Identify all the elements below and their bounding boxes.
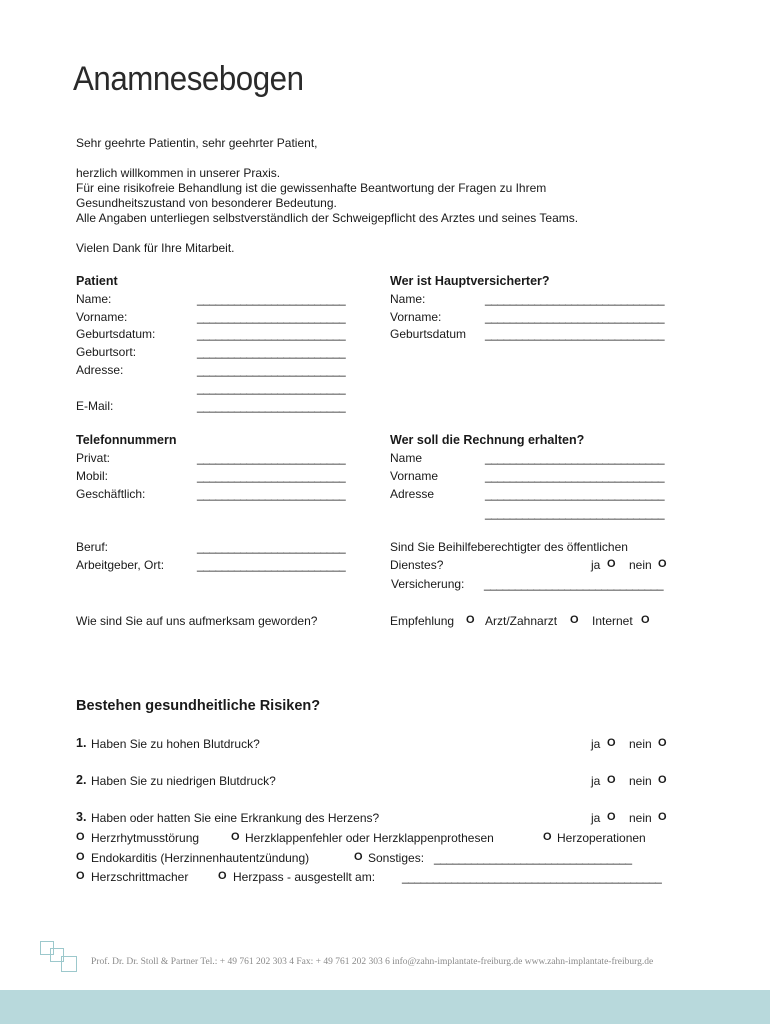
q2-no-radio[interactable]: O xyxy=(658,774,667,786)
patient-adresse-label: Adresse: xyxy=(76,363,124,377)
patient-geburtsort-field[interactable]: ________________________ xyxy=(197,345,346,359)
insured-vorname-field[interactable]: _____________________________ xyxy=(485,310,665,324)
patient-vorname-label: Vorname: xyxy=(76,310,128,324)
referral-arzt-label: Arzt/Zahnarzt xyxy=(485,614,558,628)
herzrhytmus-label: Herzrhytmusstörung xyxy=(91,831,200,845)
referral-internet-radio[interactable]: O xyxy=(641,614,650,626)
referral-question: Wie sind Sie auf uns aufmerksam geworden? xyxy=(76,614,318,628)
phone-geschaeftlich-label: Geschäftlich: xyxy=(76,487,146,501)
referral-internet-label: Internet xyxy=(592,614,633,628)
herzpass-radio[interactable]: O xyxy=(218,870,227,882)
phone-mobil-label: Mobil: xyxy=(76,469,109,483)
sonstiges-field[interactable]: ________________________________ xyxy=(434,851,632,865)
insured-name-label: Name: xyxy=(390,292,426,306)
sonstiges-label: Sonstiges: xyxy=(368,851,425,865)
versicherung-label: Versicherung: xyxy=(391,577,465,591)
patient-geburtsdatum-field[interactable]: ________________________ xyxy=(197,327,346,341)
insured-geburtsdatum-label: Geburtsdatum xyxy=(390,327,467,341)
billing-adresse-field[interactable]: _____________________________ xyxy=(485,487,665,501)
patient-email-label: E-Mail: xyxy=(76,399,114,413)
beruf-field[interactable]: ________________________ xyxy=(197,540,346,554)
beihilfe-question-1: Sind Sie Beihilfeberechtigter des öffentlichen xyxy=(390,540,628,554)
q2-no-label: nein xyxy=(629,774,652,788)
q1-no-label: nein xyxy=(629,737,652,751)
beihilfe-yes-radio[interactable]: O xyxy=(607,558,616,570)
billing-heading: Wer soll die Rechnung erhalten? xyxy=(390,433,585,447)
intro-line-2: Für eine risikofreie Behandlung ist die gewissenhafte Beantwortung der Fragen zu Ihrem xyxy=(76,181,547,195)
referral-arzt-radio[interactable]: O xyxy=(570,614,579,626)
patient-heading: Patient xyxy=(76,274,118,288)
beihilfe-no-label: nein xyxy=(629,558,652,572)
patient-email-field[interactable]: ________________________ xyxy=(197,399,346,413)
sonstiges-radio[interactable]: O xyxy=(354,851,363,863)
beihilfe-question-2: Dienstes? xyxy=(390,558,444,572)
arbeitgeber-label: Arbeitgeber, Ort: xyxy=(76,558,165,572)
referral-empfehlung-label: Empfehlung xyxy=(390,614,455,628)
bottom-accent-bar xyxy=(0,990,770,1024)
arbeitgeber-field[interactable]: ________________________ xyxy=(197,558,346,572)
beihilfe-yes-label: ja xyxy=(591,558,601,572)
phone-mobil-field[interactable]: ________________________ xyxy=(197,469,346,483)
risks-heading: Bestehen gesundheitliche Risiken? xyxy=(76,698,321,714)
q3-no-label: nein xyxy=(629,811,652,825)
page-title: Anamnesebogen xyxy=(73,60,304,98)
endokarditis-label: Endokarditis (Herzinnenhautentzündung) xyxy=(91,851,310,865)
q3-yes-radio[interactable]: O xyxy=(607,811,616,823)
q2-text: Haben Sie zu niedrigen Blutdruck? xyxy=(91,774,276,788)
intro-line-1: herzlich willkommen in unserer Praxis. xyxy=(76,166,281,180)
q2-yes-label: ja xyxy=(591,774,601,788)
insured-vorname-label: Vorname: xyxy=(390,310,442,324)
q1-yes-radio[interactable]: O xyxy=(607,737,616,749)
q3-number: 3. xyxy=(76,810,87,824)
patient-geburtsort-label: Geburtsort: xyxy=(76,345,137,359)
phone-privat-label: Privat: xyxy=(76,451,111,465)
billing-name-label: Name xyxy=(390,451,423,465)
patient-vorname-field[interactable]: ________________________ xyxy=(197,310,346,324)
herzrhytmus-radio[interactable]: O xyxy=(76,831,85,843)
herzschrittmacher-radio[interactable]: O xyxy=(76,870,85,882)
billing-name-field[interactable]: _____________________________ xyxy=(485,451,665,465)
patient-name-field[interactable]: ________________________ xyxy=(197,292,346,306)
insured-name-field[interactable]: _____________________________ xyxy=(485,292,665,306)
patient-geburtsdatum-label: Geburtsdatum: xyxy=(76,327,156,341)
phone-heading: Telefonnummern xyxy=(76,433,177,447)
beruf-label: Beruf: xyxy=(76,540,109,554)
q2-number: 2. xyxy=(76,773,87,787)
referral-empfehlung-radio[interactable]: O xyxy=(466,614,475,626)
intro-line-3: Gesundheitszustand von besonderer Bedeutung. xyxy=(76,196,337,210)
endokarditis-radio[interactable]: O xyxy=(76,851,85,863)
q3-yes-label: ja xyxy=(591,811,601,825)
herzpass-label: Herzpass - ausgestellt am: xyxy=(233,870,376,884)
versicherung-field[interactable]: _____________________________ xyxy=(484,577,664,591)
q1-number: 1. xyxy=(76,736,87,750)
phone-geschaeftlich-field[interactable]: ________________________ xyxy=(197,487,346,501)
q3-text: Haben oder hatten Sie eine Erkrankung des Herzens? xyxy=(91,811,380,825)
q3-no-radio[interactable]: O xyxy=(658,811,667,823)
q1-no-radio[interactable]: O xyxy=(658,737,667,749)
phone-privat-field[interactable]: ________________________ xyxy=(197,451,346,465)
q1-yes-label: ja xyxy=(591,737,601,751)
beihilfe-no-radio[interactable]: O xyxy=(658,558,667,570)
herzpass-date-field[interactable]: __________________________________________ xyxy=(402,870,662,884)
thanks: Vielen Dank für Ihre Mitarbeit. xyxy=(76,241,235,255)
herzoperationen-radio[interactable]: O xyxy=(543,831,552,843)
herzoperationen-label: Herzoperationen xyxy=(557,831,646,845)
billing-vorname-label: Vorname xyxy=(390,469,439,483)
patient-name-label: Name: xyxy=(76,292,112,306)
greeting: Sehr geehrte Patientin, sehr geehrter Patient, xyxy=(76,136,318,150)
herzklappen-label: Herzklappenfehler oder Herzklappenprothesen xyxy=(245,831,494,845)
q2-yes-radio[interactable]: O xyxy=(607,774,616,786)
herzklappen-radio[interactable]: O xyxy=(231,831,240,843)
billing-adresse-label: Adresse xyxy=(390,487,435,501)
patient-adresse-field-2[interactable]: ________________________ xyxy=(197,381,346,395)
insured-heading: Wer ist Hauptversicherter? xyxy=(390,274,550,288)
billing-adresse-field-2[interactable]: _____________________________ xyxy=(485,506,665,520)
billing-vorname-field[interactable]: _____________________________ xyxy=(485,469,665,483)
intro-line-4: Alle Angaben unterliegen selbstverständlich der Schweigepflicht des Arztes und seines Teams. xyxy=(76,211,579,225)
footer-contact: Prof. Dr. Dr. Stoll & Partner Tel.: + 49 761 202 303 4 Fax: + 49 761 202 303 6 info@zahn-implantate-freiburg.de www.zahn-implantate-freiburg.de xyxy=(91,957,654,967)
patient-adresse-field[interactable]: ________________________ xyxy=(197,363,346,377)
insured-geburtsdatum-field[interactable]: _____________________________ xyxy=(485,327,665,341)
herzschrittmacher-label: Herzschrittmacher xyxy=(91,870,189,884)
q1-text: Haben Sie zu hohen Blutdruck? xyxy=(91,737,260,751)
